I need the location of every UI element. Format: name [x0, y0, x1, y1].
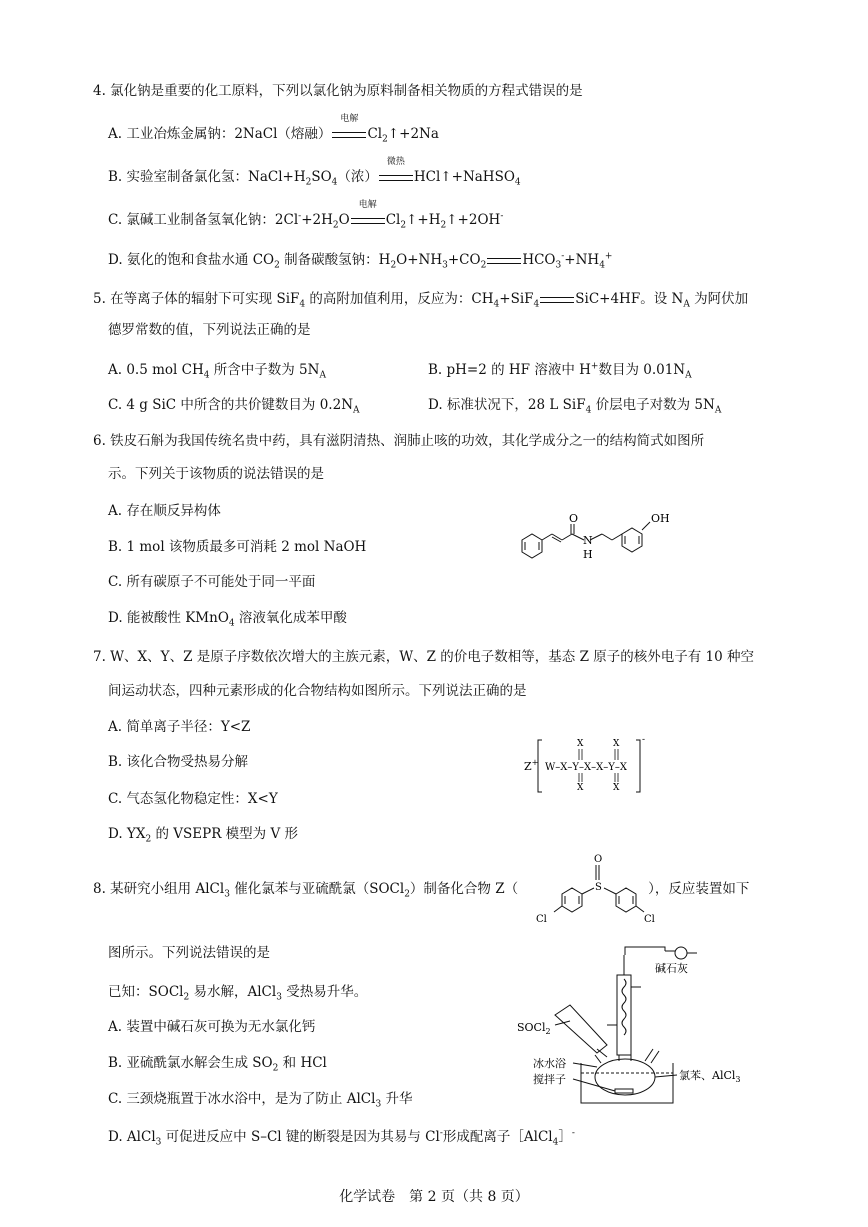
q7-x-bottom-2: X — [613, 783, 620, 793]
apparatus-soda-lime-label: 碱石灰 — [655, 962, 688, 975]
q6-stem: 6. 铁皮石斛为我国传统名贵中药，具有滋阴清热、润肺止咳的功效，其化学成分之一的结构简式如图所 — [93, 433, 705, 449]
q7-option-d: D. $YX_2$ 的 VSEPR 模型为 V 形 — [108, 826, 298, 845]
q7-x-top-1: X — [577, 739, 584, 749]
q8-known: 已知：SOCl$_2$ 易水解，AlCl$_3$ 受热易升华。 — [108, 984, 368, 1003]
q7-stem-cont: 间运动状态，四种元素形成的化合物结构如图所示。下列说法正确的是 — [108, 683, 527, 699]
q8-o-label: O — [594, 854, 603, 865]
q8-option-c: C. 三颈烧瓶置于冰水浴中，是为了防止 AlCl$_3$ 升华 — [108, 1091, 413, 1110]
q5-stem: 5. 在等离子体的辐射下可实现 SiF$_4$ 的高附加值利用，反应为：$CH_4+SiF_4$ SiC+4HF。设 $N_A$ 为阿伏加 — [93, 291, 749, 310]
q6-n-label: N — [583, 534, 593, 547]
q7-option-c: C. 气态氢化物稳定性：X<Y — [108, 791, 278, 807]
q6-o-label: O — [569, 512, 579, 525]
q4-stem: 4. 氯化钠是重要的化工原料，下列以氯化钠为原料制备相关物质的方程式错误的是 — [93, 83, 583, 99]
apparatus-stirrer-label: 搅拌子 — [533, 1073, 566, 1086]
q8-option-b: B. 亚硫酰氯水解会生成 $SO_2$ 和 HCl — [108, 1055, 327, 1074]
q5-option-b: B. pH=2 的 HF 溶液中 H+数目为 $0.01N_A$ — [428, 361, 692, 381]
q6-h-label: H — [583, 548, 593, 561]
q6-option-c: C. 所有碳原子不可能处于同一平面 — [108, 574, 316, 590]
q7-option-a: A. 简单离子半径：Y<Z — [108, 719, 251, 735]
q8-s-label: S — [595, 882, 602, 893]
q6-stem-cont: 示。下列关于该物质的说法错误的是 — [108, 466, 324, 482]
q6-oh-label: OH — [651, 512, 670, 525]
q5-option-c: C. 4 g SiC 中所含的共价键数目为 $0.2N_A$ — [108, 397, 360, 416]
q6-option-a: A. 存在顺反异构体 — [108, 503, 221, 519]
q7-charge: - — [642, 735, 646, 745]
q8-cl-right: Cl — [644, 914, 655, 925]
q8-structure — [532, 850, 672, 930]
q6-option-b: B. 1 mol 该物质最多可消耗 2 mol NaOH — [108, 539, 367, 555]
q6-option-d: D. 能被酸性 KMnO$_4$ 溶液氧化成苯甲酸 — [108, 610, 347, 629]
q7-stem: 7. W、X、Y、Z 是原子序数依次增大的主族元素，W、Z 的价电子数相等，基态 Z 原子的核外电子有 10 种空 — [93, 649, 755, 665]
q7-x-top-2: X — [613, 739, 620, 749]
q4-option-d: D. 氨化的饱和食盐水通 $CO_2$ 制备碳酸氢钠：$H_2O+NH_3+CO_2$ $HCO_3^-+NH_4^+$ — [108, 251, 613, 271]
q4-option-b: B. 实验室制备氯化氢：$NaCl+H_2SO_4$（浓） 微热 HCl↑+NaHSO$_4$ — [108, 157, 521, 188]
q8-option-a: A. 装置中碱石灰可换为无水氯化钙 — [108, 1019, 316, 1035]
q7-x-bottom-1: X — [577, 783, 584, 793]
q5-stem-cont: 德罗常数的值，下列说法正确的是 — [108, 322, 311, 338]
q8-apparatus — [515, 945, 755, 1110]
q8-cl-left: Cl — [536, 914, 547, 925]
q7-chain: W–X–Y–X–X–Y–X — [545, 762, 627, 773]
q4-option-c: C. 氯碱工业制备氢氧化钠：$2Cl^-+2H_2O$ 电解 $Cl_2↑+H_2↑+2OH^-$ — [108, 200, 504, 231]
page-footer: 化学试卷 第 2 页（共 8 页） — [339, 1189, 529, 1205]
apparatus-mix-label: 氯苯、AlCl$_3$ — [679, 1069, 741, 1084]
q7-cation: Z+ — [524, 758, 539, 773]
q7-structure — [520, 730, 650, 800]
q5-option-d: D. 标准状况下，28 L SiF$_4$ 价层电子对数为 $5N_A$ — [428, 397, 722, 416]
q8-stem-cont: 图所示。下列说法错误的是 — [108, 945, 270, 961]
apparatus-socl2-label: SOCl$_2$ — [517, 1021, 551, 1036]
q7-option-b: B. 该化合物受热易分解 — [108, 754, 249, 770]
q8-stem: 8. 某研究小组用 AlCl$_3$ 催化氯苯与亚硫酰氯（SOCl$_2$）制备化合物 Z（ ），反应装置如下 — [93, 881, 750, 900]
q4-option-a: A. 工业冶炼金属钠：2NaCl（熔融） 电解 $Cl_2↑+2Na$ — [108, 114, 439, 145]
q6-structure — [500, 500, 700, 580]
apparatus-ice-bath-label: 冰水浴 — [533, 1057, 566, 1070]
q5-option-a: A. 0.5 mol $CH_4$ 所含中子数为 $5N_A$ — [108, 362, 326, 381]
q8-option-d: D. AlCl$_3$ 可促进反应中 S–Cl 键的断裂是因为其易与 Cl-形成配离子［AlCl$_4$］- — [108, 1128, 575, 1148]
